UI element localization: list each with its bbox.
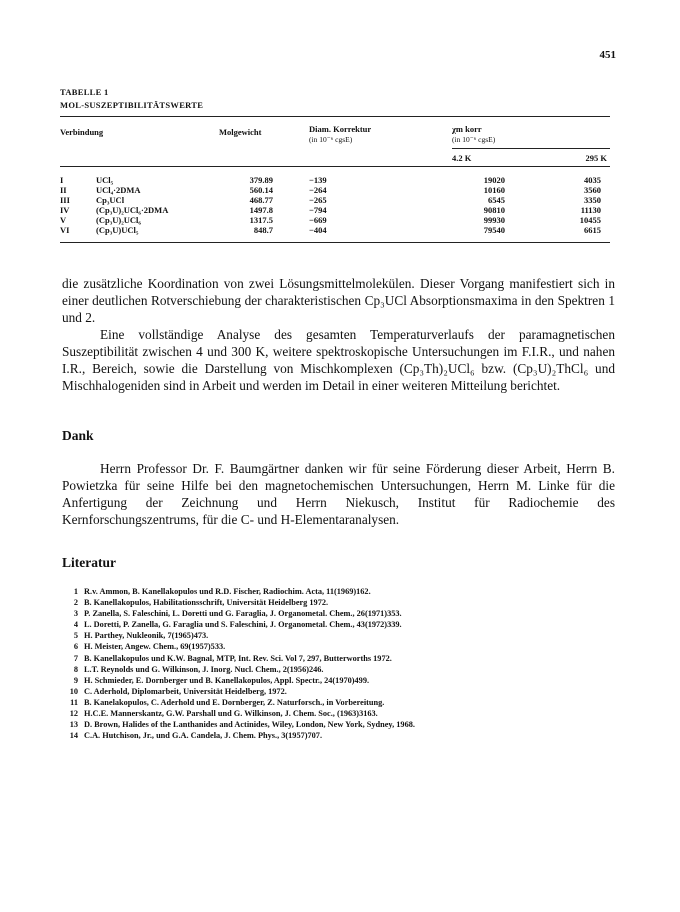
row-compound: UCl₄·2DMA [96, 185, 141, 195]
row-chi-295k: 11130 [580, 205, 601, 215]
table-title: MOL-SUSZEPTIBILITÄTSWERTE [60, 100, 204, 110]
row-diam: −794 [309, 205, 327, 215]
dank-text-block [62, 460, 615, 528]
reference-item: 10 C. Aderhold, Diplomarbeit, Universität Heidelberg, 1972. [69, 686, 287, 696]
row-molgewicht: 379.89 [249, 175, 273, 185]
subheader-rule [452, 148, 610, 149]
reference-item: 14 C.A. Hutchison, Jr., und G.A. Candela, J. Chem. Phys., 3(1957)707. [69, 731, 323, 741]
reference-item: 2 B. Kanellakopulos, Habilitationsschrift, Universität Heidelberg 1972. [73, 598, 329, 608]
row-compound: (Cp₃U)UCl₅ [96, 225, 139, 235]
row-molgewicht: 1317.5 [249, 215, 273, 225]
row-chi-4k: 90810 [483, 205, 505, 215]
row-compound: Cp₃UCl [96, 195, 125, 205]
row-chi-295k: 10455 [579, 215, 601, 225]
header-diam-korrektur: Diam. Korrektur [309, 124, 372, 134]
header-molgewicht: Molgewicht [219, 127, 262, 137]
table-top-rule [60, 116, 610, 117]
reference-item: 12 H.C.E. Mannerskantz, G.W. Parshall und G. Wilkinson, J. Chem. Soc., (1963)3163. [69, 709, 378, 719]
row-chi-295k: 4035 [584, 175, 601, 185]
row-compound: (Cp₃U)₂UCl₆ [96, 215, 141, 225]
reference-item: 7 B. Kanellakopulos und K.W. Bagnal, MTP, Int. Rev. Sci. Vol 7, 297, Butterworths 1972. [73, 653, 392, 663]
header-chi-korr: χm korr [452, 124, 482, 134]
reference-item: 6 H. Meister, Angew. Chem., 69(1957)533. [73, 642, 226, 652]
row-id: II [60, 185, 67, 195]
paragraph: Eine vollständige Analyse des gesamten Temperaturverlaufs der paramagnetischen Suszeptibilität zwischen 4 und 300 K, weitere spektroskopische Untersuchungen im F.I.R., und nahen I.R., Bereich, sowie die Darstellung von Mischkomplexen (Cp₃Th)₂UCl₆ bzw. (Cp₃U)₂ThCl₆ und Mischhalogeniden sind in Arbeit und werden im Detail in einer weiteren Mitteilung berichtet. [62, 327, 615, 393]
row-id: IV [60, 205, 70, 215]
reference-item: 9 H. Schmieder, E. Dornberger und B. Kanellakopulos, Appl. Spectr., 24(1970)499. [73, 675, 370, 685]
row-chi-4k: 79540 [483, 225, 505, 235]
row-diam: −669 [309, 215, 327, 225]
header-diam-unit: (in 10⁻⁶ cgsE) [309, 135, 353, 144]
reference-list [56, 586, 616, 741]
header-verbindung: Verbindung [60, 127, 104, 137]
row-chi-4k: 99930 [483, 215, 505, 225]
row-chi-295k: 6615 [584, 225, 601, 235]
row-chi-4k: 10160 [483, 185, 505, 195]
row-molgewicht: 468.77 [249, 195, 273, 205]
row-molgewicht: 1497.8 [249, 205, 273, 215]
table-bottom-rule [60, 242, 610, 243]
row-chi-295k: 3560 [584, 185, 601, 195]
reference-item: 5 H. Parthey, Nukleonik, 7(1965)473. [73, 631, 209, 641]
body-text [62, 275, 615, 394]
reference-item: 3 P. Zanella, S. Faleschini, L. Doretti und G. Faraglia, J. Organometal. Chem., 26(1971)353. [73, 609, 402, 619]
reference-item: 1 R.v. Ammon, B. Kanellakopulos und R.D. Fischer, Radiochim. Acta, 11(1969)162. [73, 587, 371, 596]
row-id: I [60, 175, 64, 185]
row-chi-4k: 6545 [488, 195, 505, 205]
header-temp-4k: 4.2 K [452, 153, 472, 163]
row-diam: −404 [309, 225, 327, 235]
header-chi-unit: (in 10⁻⁶ cgsE) [452, 135, 496, 144]
reference-item: 11 B. Kanelakopulos, C. Aderhold und E. Dornberger, Z. Naturforsch., in Vorbereitung. [70, 697, 385, 707]
literatur-heading: Literatur [62, 555, 116, 570]
table-caption: TABELLE 1 [60, 87, 109, 97]
row-id: V [60, 215, 67, 225]
row-diam: −265 [309, 195, 327, 205]
row-id: VI [60, 225, 70, 235]
row-chi-4k: 19020 [483, 175, 505, 185]
row-diam: −264 [309, 185, 327, 195]
row-compound: UCl₅ [96, 175, 114, 185]
reference-item: 13 D. Brown, Halides of the Lanthanides and Actinides, Wiley, London, New York, Sydney, 1968. [69, 720, 415, 730]
reference-item: 8 L.T. Reynolds und G. Wilkinson, J. Inorg. Nucl. Chem., 2(1956)246. [73, 664, 324, 674]
reference-item: 4 L. Doretti, P. Zanella, G. Faraglia und S. Faleschini, J. Organometal. Chem., 43(1972)339. [73, 620, 402, 630]
header-temp-295k: 295 K [585, 153, 607, 163]
page-number: 451 [599, 49, 616, 61]
dank-heading: Dank [62, 428, 94, 443]
paragraph: die zusätzliche Koordination von zwei Lösungsmittelmolekülen. Dieser Vorgang manifestiert sich in einer deutlichen Rotverschiebung der charakteristischen Cp₃UCl Absorptionsmaxima in den Spektren 1 und 2. [62, 276, 615, 325]
row-id: III [60, 195, 70, 205]
row-diam: −139 [309, 175, 327, 185]
table-header-rule [60, 166, 610, 167]
row-molgewicht: 848.7 [253, 225, 273, 235]
dank-paragraph: Herrn Professor Dr. F. Baumgärtner danken wir für seine Förderung dieser Arbeit, Herrn B. Powietzka für seine Hilfe bei den magnetochemischen Untersuchungen, Herrn M. Linke für die Anfertigung der Zeichnung und Herrn Niekusch, Institut für Radiochemie des Kernforschungszentrums, für die C- und H-Elementaranalysen. [62, 461, 615, 527]
row-molgewicht: 560.14 [249, 185, 273, 195]
row-compound: (Cp₃U)₂UCl₆·2DMA [96, 205, 169, 215]
row-chi-295k: 3350 [584, 195, 601, 205]
